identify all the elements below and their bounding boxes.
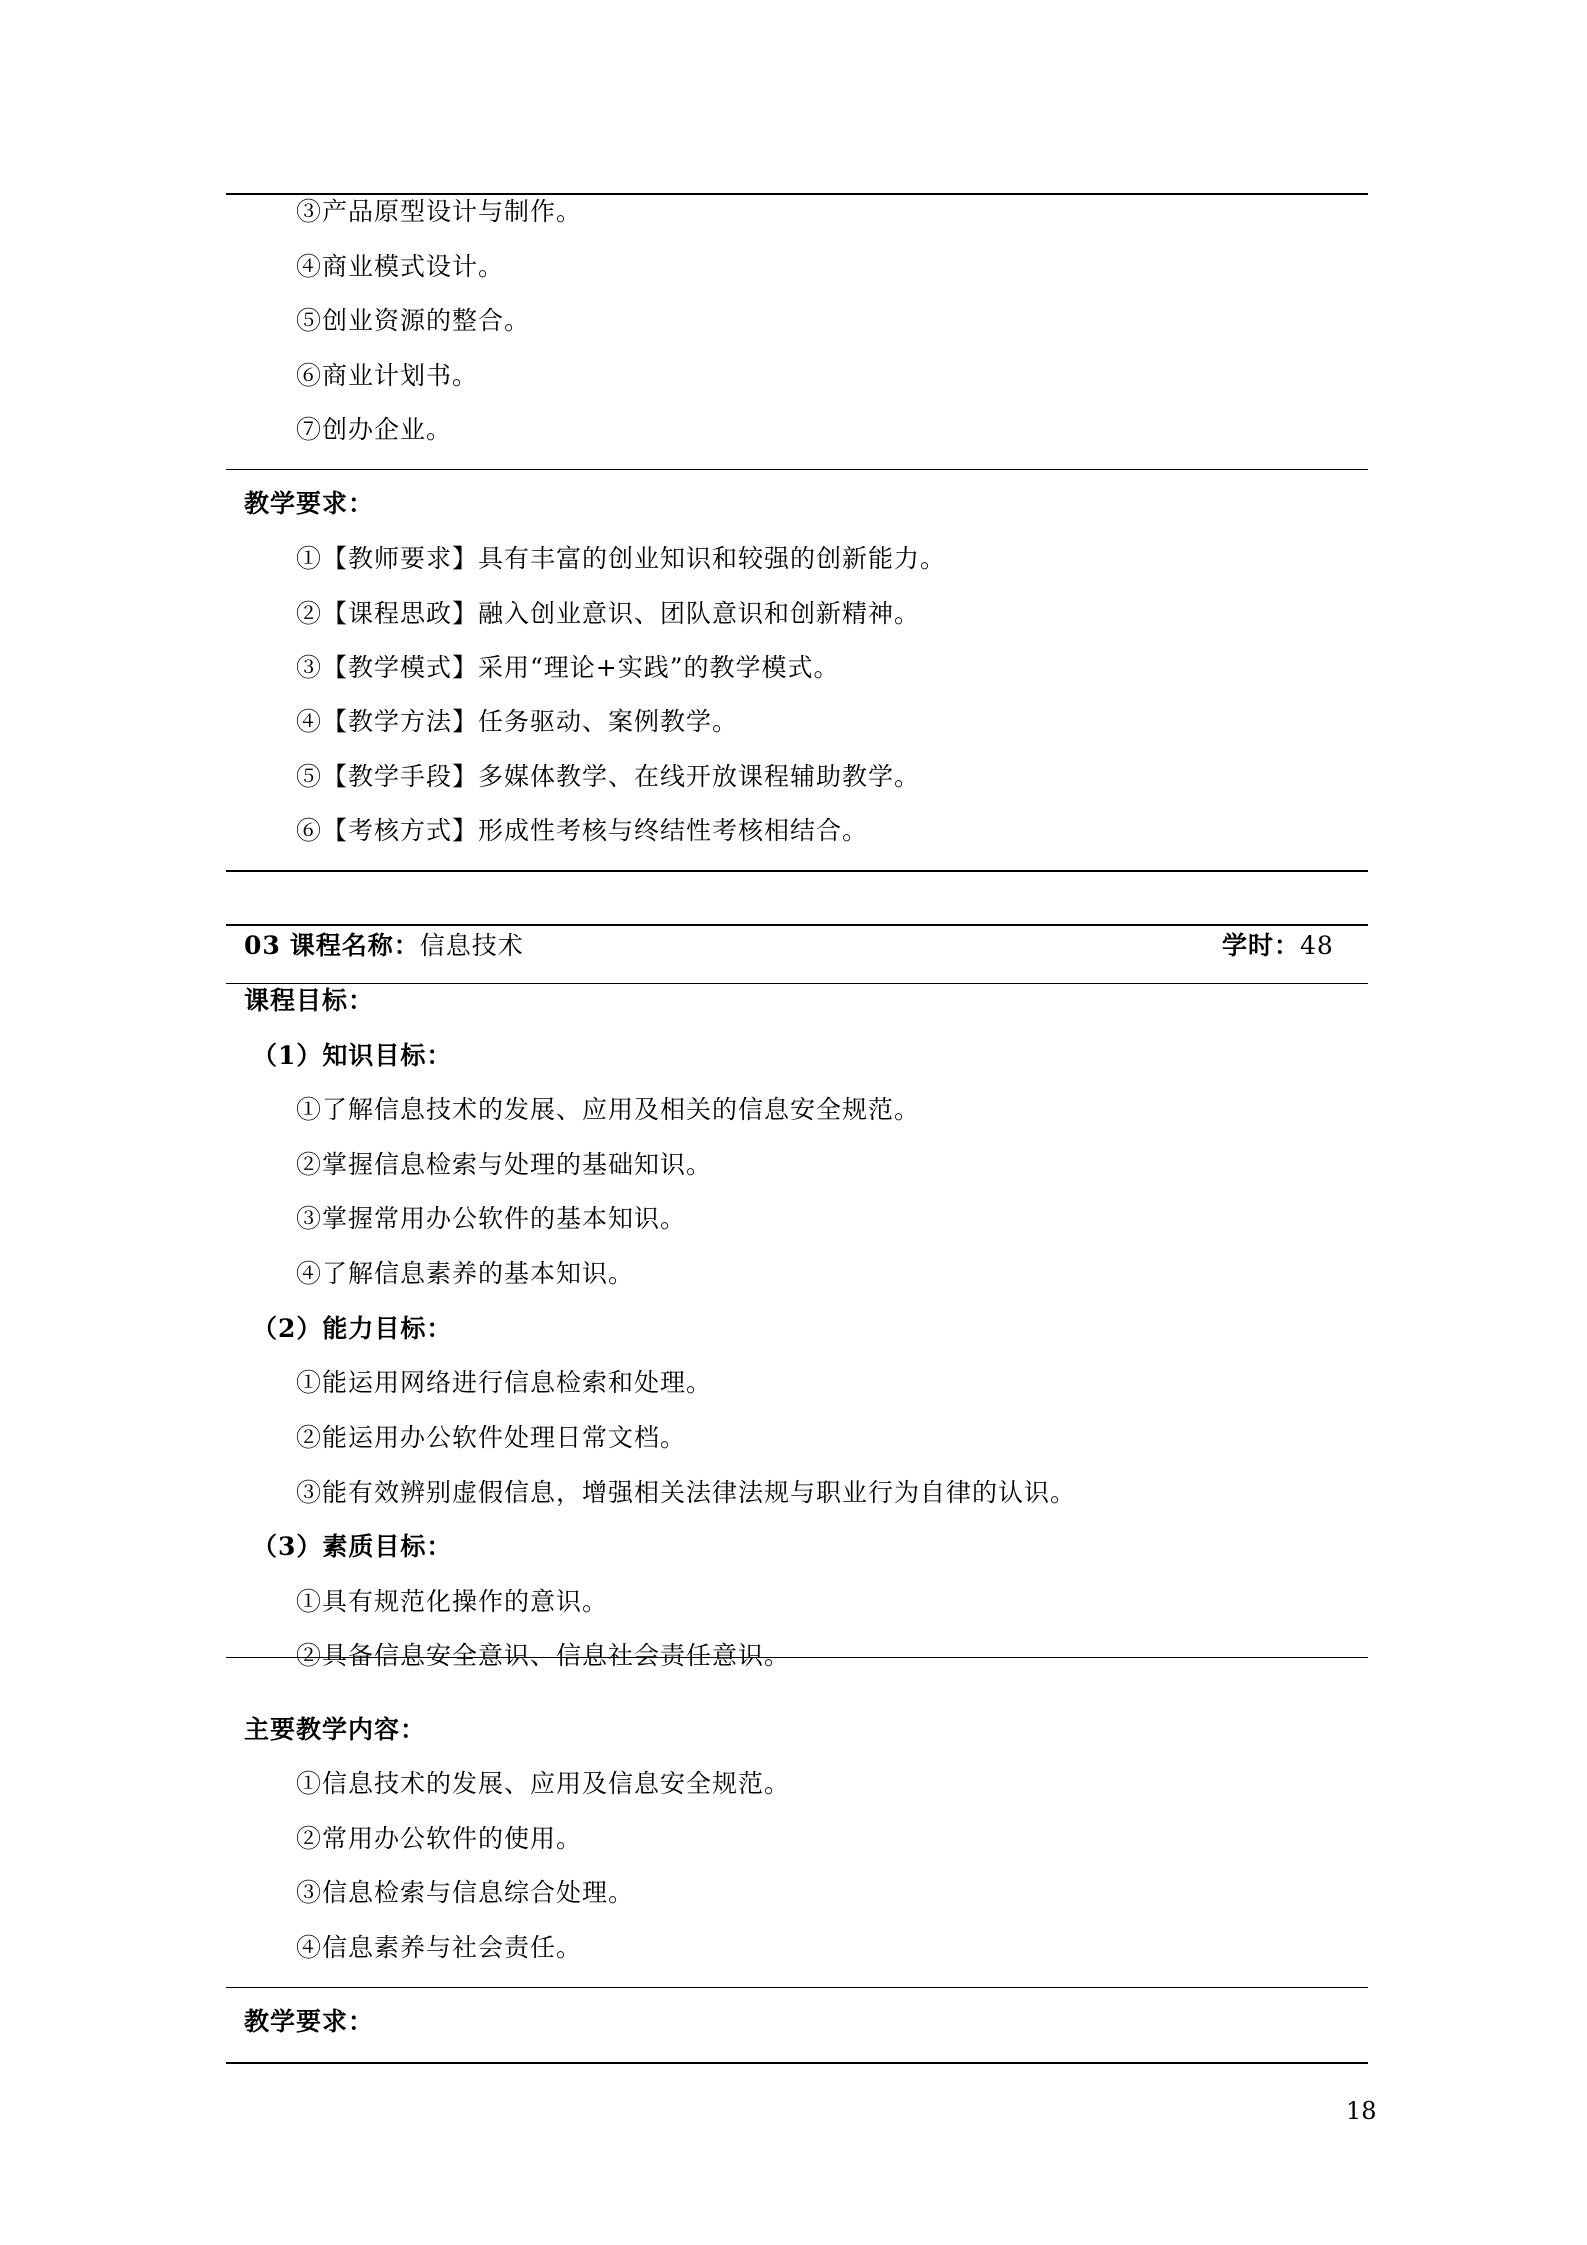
goals-heading: 课程目标： [244, 986, 375, 1015]
table-top-rule [226, 924, 1368, 926]
content-item: ⑦创办企业。 [296, 415, 453, 444]
knowledge-item: ③掌握常用办公软件的基本知识。 [296, 1204, 687, 1233]
requirement-item: ⑥【考核方式】形成性考核与终结性考核相结合。 [296, 816, 869, 845]
knowledge-heading: （1）知识目标： [252, 1041, 453, 1070]
knowledge-item: ②掌握信息检索与处理的基础知识。 [296, 1150, 713, 1179]
course-header [244, 930, 524, 962]
requirement-item: ⑤【教学手段】多媒体教学、在线开放课程辅助教学。 [296, 762, 921, 791]
course-header-divider [226, 983, 1368, 984]
content-heading: 主要教学内容： [244, 1715, 427, 1744]
content-item: ②常用办公软件的使用。 [296, 1824, 583, 1853]
ability-item: ③能有效辨别虚假信息，增强相关法律法规与职业行为自律的认识。 [296, 1478, 1077, 1507]
section-divider [226, 1987, 1368, 1988]
ability-item: ①能运用网络进行信息检索和处理。 [296, 1368, 713, 1397]
table-top-rule [226, 193, 1368, 195]
table-bottom-rule [226, 2062, 1368, 2064]
quality-item: ②具备信息安全意识、信息社会责任意识。 [296, 1641, 791, 1670]
ability-item: ②能运用办公软件处理日常文档。 [296, 1423, 687, 1452]
ability-heading: （2）能力目标： [252, 1314, 453, 1343]
content-item: ④信息素养与社会责任。 [296, 1933, 583, 1962]
requirement-item: ②【课程思政】融入创业意识、团队意识和创新精神。 [296, 599, 921, 628]
content-item: ①信息技术的发展、应用及信息安全规范。 [296, 1769, 791, 1798]
requirements-heading: 教学要求： [244, 2007, 375, 2036]
knowledge-item: ④了解信息素养的基本知识。 [296, 1259, 635, 1288]
requirements-heading: 教学要求： [244, 489, 375, 518]
content-item: ③信息检索与信息综合处理。 [296, 1878, 635, 1907]
knowledge-item: ①了解信息技术的发展、应用及相关的信息安全规范。 [296, 1095, 921, 1124]
course-name-label: 课程名称： [289, 931, 420, 960]
quality-item: ①具有规范化操作的意识。 [296, 1587, 609, 1616]
course-hours-value: 48 [1300, 931, 1334, 960]
content-item: ④商业模式设计。 [296, 252, 505, 281]
section-divider [226, 469, 1368, 470]
requirement-item: ①【教师要求】具有丰富的创业知识和较强的创新能力。 [296, 544, 947, 573]
table-bottom-rule [226, 870, 1368, 872]
course-hours [1222, 930, 1334, 962]
content-item: ③产品原型设计与制作。 [296, 197, 583, 226]
requirement-item: ④【教学方法】任务驱动、案例教学。 [296, 707, 739, 736]
course-number: 03 [244, 931, 281, 960]
content-item: ⑤创业资源的整合。 [296, 306, 531, 335]
page-number: 18 [1346, 2097, 1377, 2125]
course-name: 信息技术 [419, 931, 524, 960]
requirement-item: ③【教学模式】采用“理论+实践”的教学模式。 [296, 653, 840, 682]
quality-heading: （3）素质目标： [252, 1532, 453, 1561]
course-hours-label: 学时： [1222, 931, 1301, 960]
content-item: ⑥商业计划书。 [296, 361, 479, 390]
